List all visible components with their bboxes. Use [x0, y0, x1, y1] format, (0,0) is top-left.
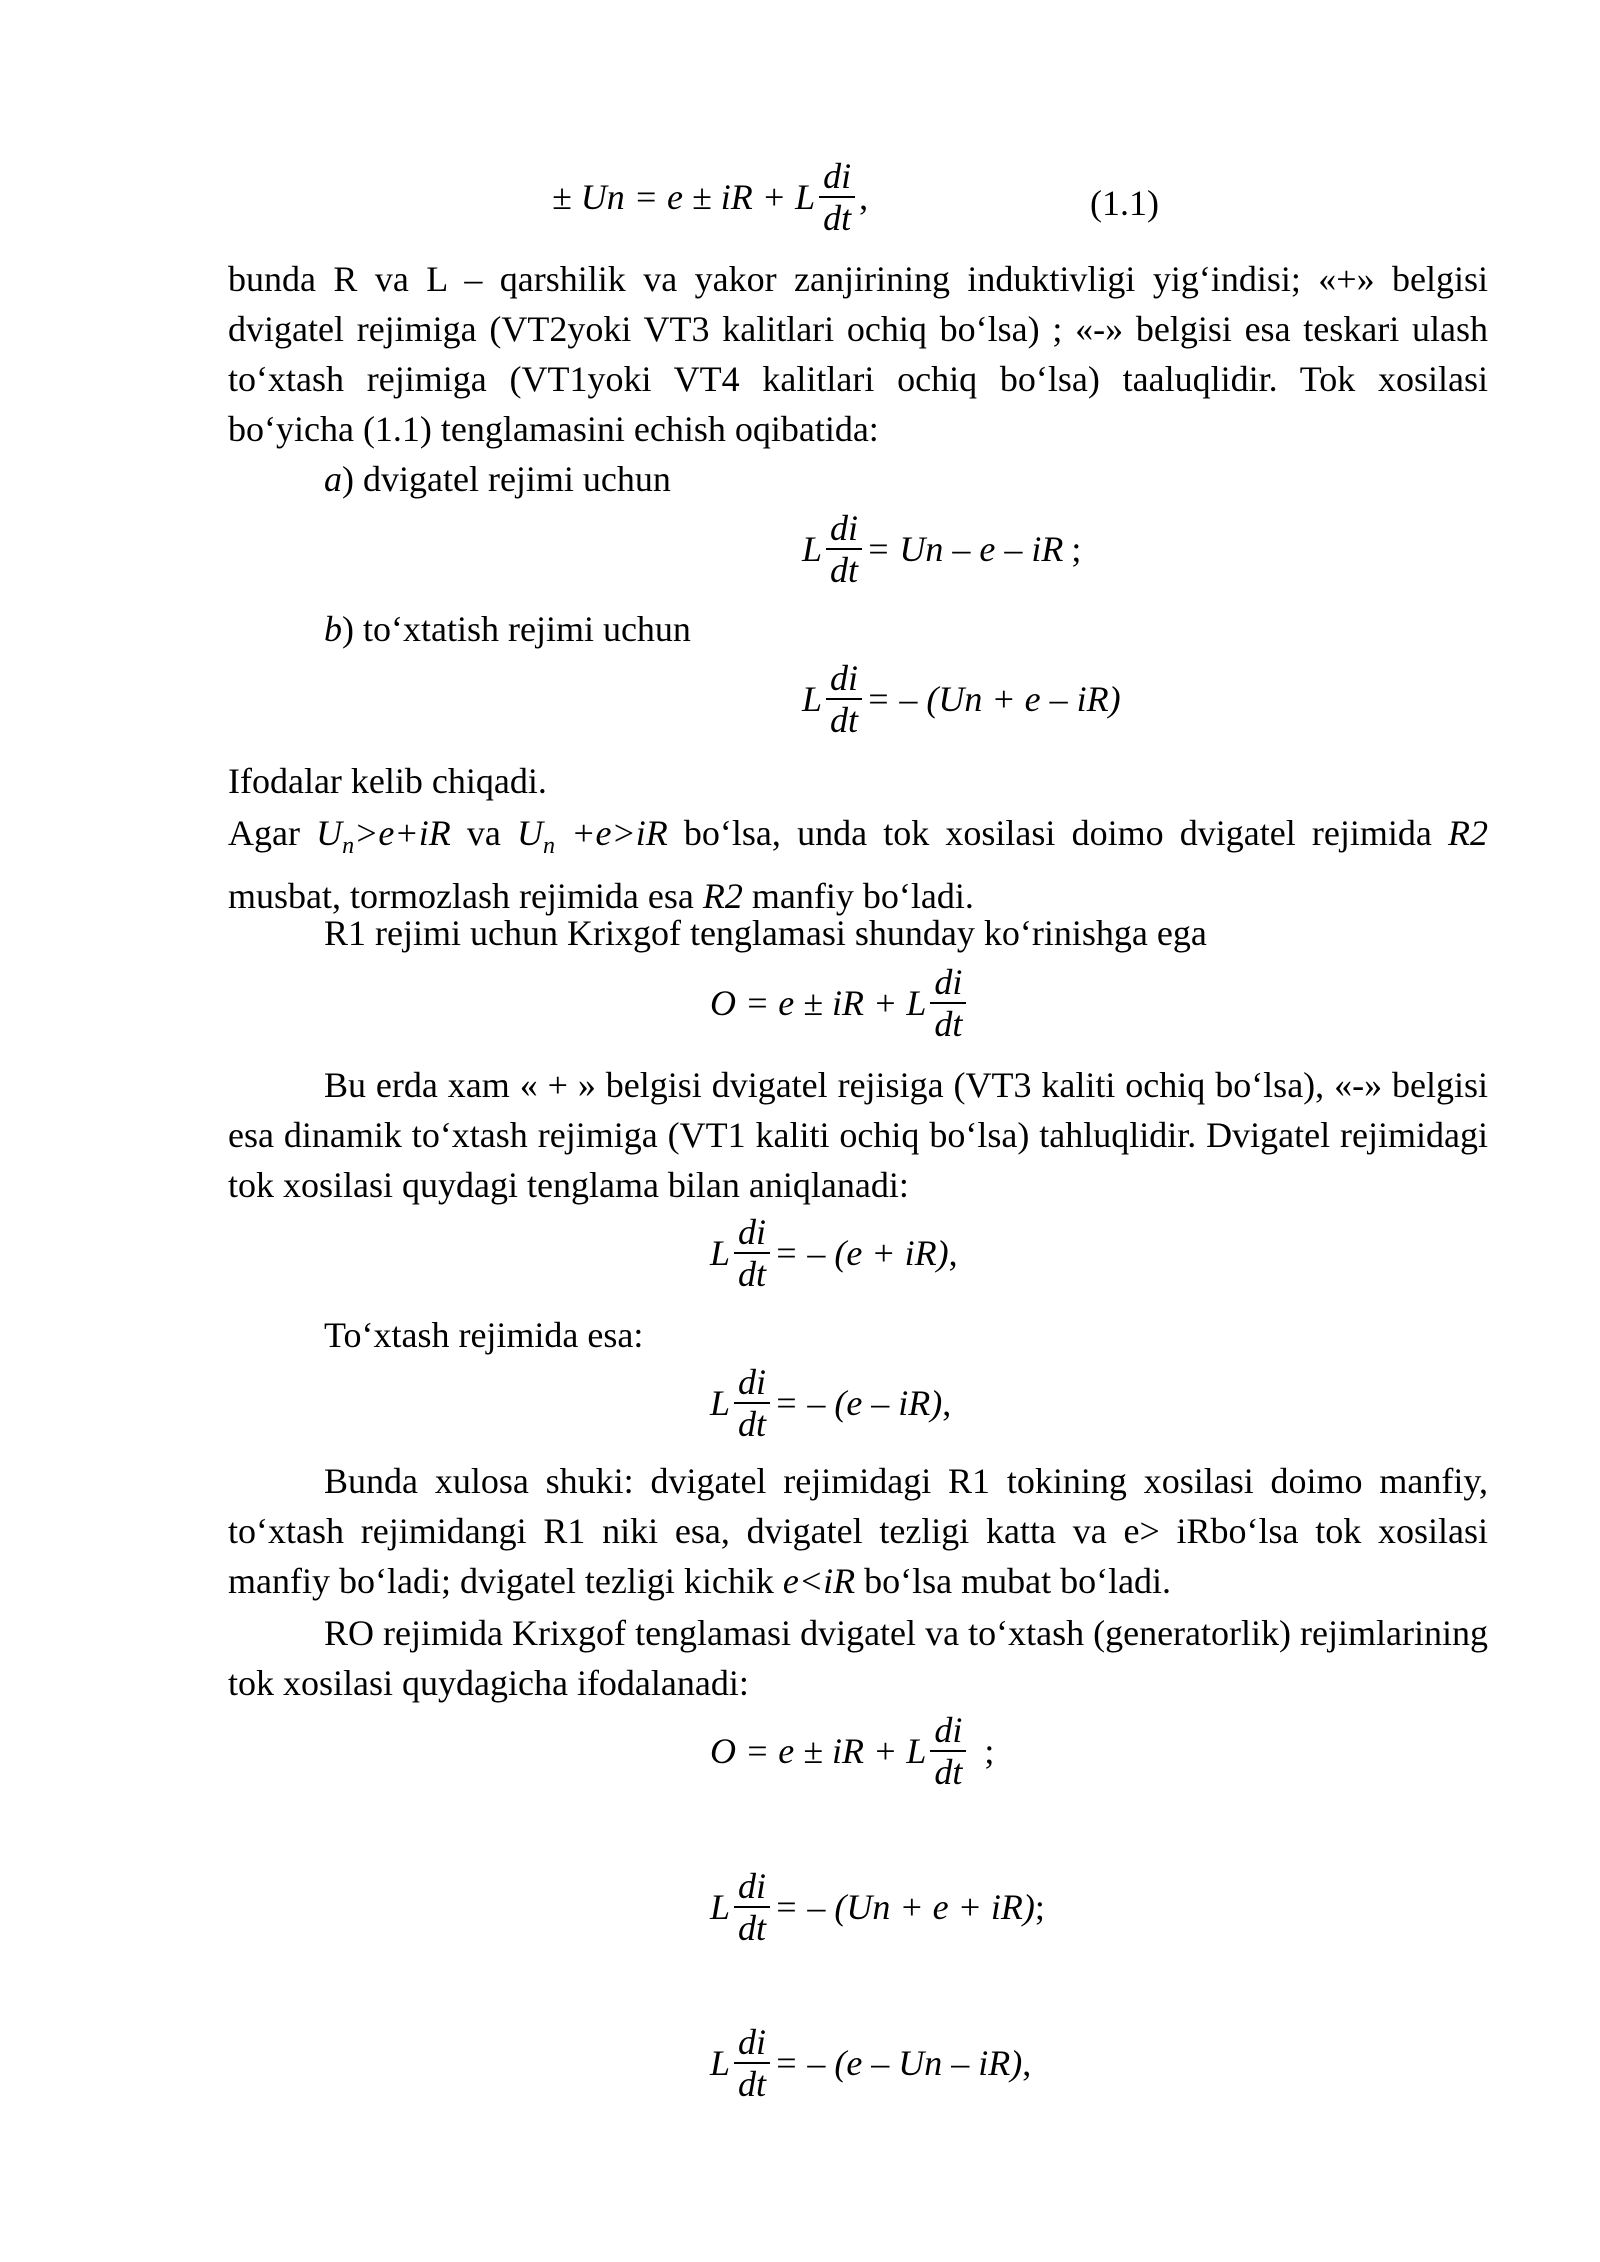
fraction-denominator: dt [734, 1906, 770, 1948]
fraction-denominator: dt [734, 2062, 770, 2104]
fraction-numerator: di [738, 1866, 767, 1906]
text: +e>iR [555, 813, 668, 853]
equation-number: (1.1) [1090, 183, 1159, 223]
fraction-numerator: di [823, 156, 852, 196]
text: bo‘lsa mubat bo‘ladi. [855, 1561, 1172, 1601]
equation-lhs: L [710, 1383, 731, 1423]
equation-tail: , [1022, 2043, 1032, 2083]
inline-math: e<iR [782, 1561, 856, 1601]
text: musbat, tormozlash rejimida esa [228, 876, 703, 917]
equation-lhs: O = e ± iR + L [710, 983, 927, 1023]
text: Agar [228, 813, 317, 853]
case-text: ) to‘xtatish rejimi uchun [342, 609, 691, 649]
text: bo‘lsa, unda tok xosilasi doimo dvigatel rejimida [667, 813, 1449, 853]
equation-ro-3 [710, 2022, 1031, 2104]
fraction-denominator: dt [930, 1750, 966, 1792]
equation-lhs: L [802, 679, 823, 719]
fraction [930, 1710, 966, 1792]
equation-tail: , [948, 1233, 958, 1273]
fraction [826, 508, 862, 590]
equation-toxtash [710, 1362, 951, 1444]
equation-rhs: = – (e – iR) [774, 1383, 943, 1423]
equation-tail: ; [1034, 1887, 1045, 1927]
equation-tail: , [859, 177, 869, 217]
text: manfiy bo‘ladi. [742, 876, 974, 917]
fraction-numerator: di [934, 962, 963, 1002]
paragraph-1: bunda R va L – qarshilik va yakor zanjirining induktivligi yig‘indisi; «+» belgisi dvigatel rejimiga (VT2yoki VT3 kalitlari ochiq bo‘lsa) ; «-» belgisi esa teskari ulash to‘xtash rejimiga (VT1yoki VT4 kalitlari ochiq bo‘lsa) taaluqlidir. Tok xosilasi bo‘yicha (1.1) tenglamasini echish oqibatida: [228, 259, 1488, 449]
case-b-label [324, 604, 691, 654]
fraction-denominator: dt [826, 698, 862, 740]
fraction-numerator: di [738, 1212, 767, 1252]
equation-lhs: L [710, 1233, 731, 1273]
fraction [734, 1866, 770, 1948]
equation-lhs: L [710, 1887, 731, 1927]
equation-lhs: L [802, 529, 823, 569]
fraction-denominator: dt [734, 1252, 770, 1294]
fraction-numerator: di [830, 508, 859, 548]
equation-rhs: = – (Un + e + iR) [774, 1887, 1035, 1927]
equation-ro-2 [710, 1866, 1045, 1948]
fraction-denominator: dt [819, 196, 855, 238]
equation-b [802, 658, 1121, 740]
equation-1-1 [552, 156, 868, 238]
equation-rhs: = – (e – Un – iR) [774, 2043, 1023, 2083]
var: R2 [702, 876, 743, 917]
equation-r1 [710, 962, 970, 1044]
paragraph-7 [228, 1456, 1488, 1606]
equation-lhs: O = e ± iR + L [710, 1731, 927, 1771]
fraction-numerator: di [934, 1710, 963, 1750]
fraction [734, 1212, 770, 1294]
case-letter: a [324, 459, 342, 499]
equation-lhs: L [710, 2043, 731, 2083]
paragraph-6: To‘xtash rejimida esa: [324, 1315, 644, 1355]
paragraph-2: Ifodalar kelib chiqadi. [228, 761, 547, 801]
fraction [819, 156, 855, 238]
case-a-label [324, 454, 671, 504]
var: U [316, 813, 343, 853]
var: U [517, 813, 544, 853]
fraction-denominator: dt [734, 1402, 770, 1444]
equation-ro-1 [710, 1710, 994, 1792]
equation-tail: ; [1071, 529, 1082, 569]
fraction-numerator: di [738, 1362, 767, 1402]
text: Bunda xulosa shuki: dvigatel rejimidagi R1 tokining xosilasi doimo manfiy, to‘xtash rejimidangi R1 niki esa, dvigatel tezligi katta va e> iRbo‘lsa tok xosilasi manfiy bo‘ladi; dvigatel tezligi kichik [228, 1461, 1488, 1601]
equation-tail: ; [984, 1731, 995, 1771]
equation-rhs: = – (e + iR) [774, 1233, 949, 1273]
subscript: n [543, 833, 556, 860]
fraction [734, 2022, 770, 2104]
text: va [450, 813, 518, 853]
fraction-numerator: di [738, 2022, 767, 2062]
equation-rhs: = – (Un + e – iR) [866, 679, 1121, 719]
fraction [734, 1362, 770, 1444]
equation-tail: , [942, 1383, 952, 1423]
equation-lhs: ± Un = e ± iR + L [552, 177, 816, 217]
subscript: n [342, 833, 355, 860]
text: >e+iR [354, 813, 451, 853]
paragraph-3 [228, 808, 1488, 921]
fraction-denominator: dt [826, 548, 862, 590]
case-letter: b [324, 609, 342, 649]
equation-dvigatel [710, 1212, 958, 1294]
var: R2 [1448, 813, 1489, 853]
paragraph-5: Bu erda xam « + » belgisi dvigatel rejisiga (VT3 kaliti ochiq bo‘lsa), «-» belgisi esa dinamik to‘xtash rejimiga (VT1 kaliti ochiq bo‘lsa) tahluqlidir. Dvigatel rejimidagi tok xosilasi quydagi tenglama bilan aniqlanadi: [228, 1065, 1488, 1205]
equation-rhs: = Un – e – iR [866, 529, 1064, 569]
fraction [930, 962, 966, 1044]
paragraph-8: RO rejimida Krixgof tenglamasi dvigatel va to‘xtash (generatorlik) rejimlarining tok xosilasi quydagicha ifodalanadi: [228, 1613, 1488, 1703]
paragraph-4: R1 rejimi uchun Krixgof tenglamasi shunday ko‘rinishga ega [324, 913, 1207, 953]
fraction [826, 658, 862, 740]
fraction-numerator: di [830, 658, 859, 698]
equation-a [802, 508, 1081, 590]
fraction-denominator: dt [930, 1002, 966, 1044]
case-text: ) dvigatel rejimi uchun [342, 459, 671, 499]
